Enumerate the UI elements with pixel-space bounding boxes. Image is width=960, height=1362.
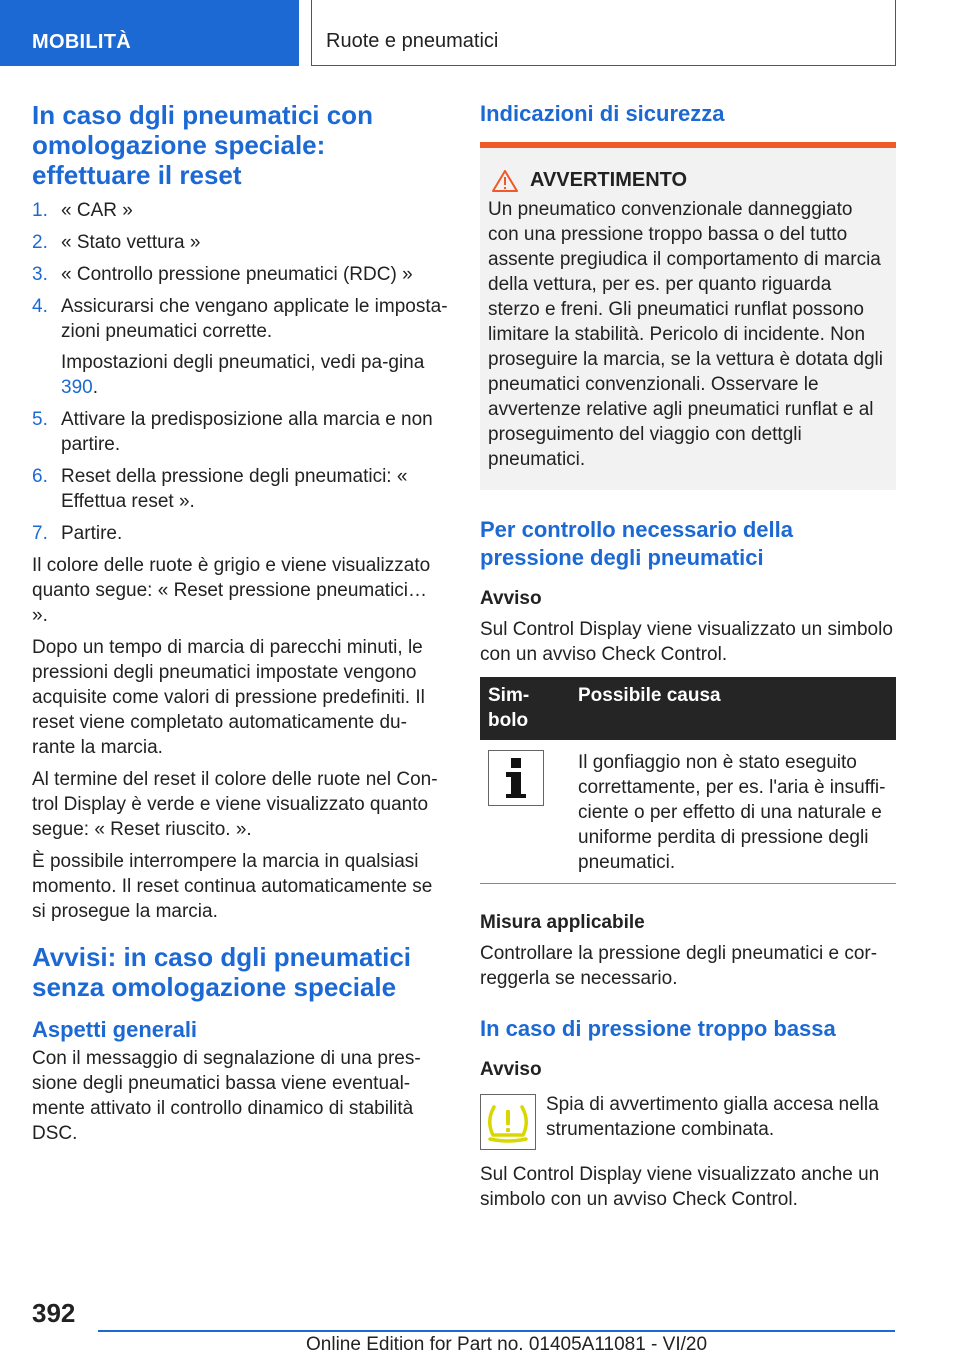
chapter-label: Ruote e pneumatici [326, 30, 499, 52]
measure-heading: Misura applicabile [480, 912, 645, 933]
tpms-text: Spia di avvertimento gialla accesa nella strumentazione combinata. [546, 1094, 879, 1140]
paragraph: Al termine del reset il colore delle ruote nel Con-trol Display è verde e viene visualizzato quanto segue: « Reset riuscito. ». [32, 769, 438, 840]
list-item: 2. « Stato vettura » [32, 232, 201, 253]
warning-text: Un pneumatico convenzionale danneggiato con una pressione troppo bassa o del tutto assente pregiudica il comportamento di marcia della vettura, per es. per quanto riguarda sterzo e freni. Gli pneumatici runflat possono limitare la stabilità. Pericolo di incidente. Non proseguire la marcia, se la vettura è dotata dgli pneumatici convenzionali. Osservare le avvertenze relative agli pneumatici runflat e al proseguimento del viaggio con dettgli pneumatici. [488, 199, 883, 470]
warning-triangle-icon [492, 170, 518, 192]
page-link-390[interactable]: 390 [61, 377, 93, 398]
paragraph: Sul Control Display viene visualizzato un simbolo con un avviso Check Control. [480, 619, 893, 665]
low-pressure-title: In caso di pressione troppo bassa [480, 1016, 836, 1041]
list-item: 4. Assicurarsi che vengano applicate le imposta-zioni pneumatici corrette. Impostazioni degli pneumatici, vedi pa-gina 390. [32, 296, 448, 398]
table-cell: Il gonfiaggio non è stato eseguito correttamente, per es. l'aria è insuffi-ciente o per effetto di una naturale e uniforme perdita di pressione degli pneumatici. [570, 740, 896, 884]
table-header: Possibile causa [570, 677, 896, 740]
paragraph: È possibile interrompere la marcia in qualsiasi momento. Il reset continua automaticamente se si prosegue la marcia. [32, 851, 433, 922]
paragraph: Con il messaggio di segnalazione di una pres-sione degli pneumatici bassa viene eventual-mente attivato il controllo dinamico di stabilità DSC. [32, 1048, 421, 1144]
reset-steps [32, 198, 448, 546]
table-header: Sim-bolo [480, 677, 570, 740]
tire-pressure-warning-icon [480, 1094, 536, 1150]
note-heading: Avviso [480, 1059, 542, 1080]
warning-label: AVVERTIMENTO [530, 169, 688, 191]
paragraph: Controllare la pressione degli pneumatici e cor-reggerla se necessario. [480, 943, 878, 989]
section-tab [0, 0, 299, 66]
note-heading: Avviso [480, 588, 542, 609]
reset-title: In caso dgli pneumatici con omologazione speciale: effettuare il reset [32, 100, 373, 190]
page-number: 392 [32, 1298, 76, 1328]
warnings-title: Avvisi: in caso dgli pneumatici senza omologazione speciale [32, 942, 412, 1002]
table-row [480, 740, 896, 884]
list-item: 3. « Controllo pressione pneumatici (RDC) » [32, 264, 413, 285]
pressure-check-title: Per controllo necessario della pressione degli pneumatici [480, 517, 794, 570]
paragraph: Dopo un tempo di marcia di parecchi minuti, le pressioni degli pneumatici impostate vengono acquisite come valori di pressione predefiniti. Il reset viene completato automaticamente du-rante la marcia. [32, 637, 425, 758]
symbol-table [480, 677, 896, 884]
left-column [32, 100, 448, 1146]
info-icon [488, 750, 544, 806]
list-item: 6. Reset della pressione degli pneumatici: « Effettua reset ». [32, 466, 408, 512]
safety-title: Indicazioni di sicurezza [480, 101, 725, 126]
list-item: 1. « CAR » [32, 200, 133, 221]
list-item: 7. Partire. [32, 523, 123, 544]
general-subtitle: Aspetti generali [32, 1017, 198, 1042]
list-item: 5. Attivare la predisposizione alla marcia e non partire. [32, 409, 433, 455]
section-label: MOBILITÀ [32, 31, 132, 53]
chapter-tab [311, 0, 896, 66]
edition-text: Online Edition for Part no. 01405A11081 - VI/20 [306, 1334, 708, 1355]
paragraph: Sul Control Display viene visualizzato anche un simbolo con un avviso Check Control. [480, 1164, 880, 1210]
right-column [480, 100, 896, 1212]
page-header [0, 0, 960, 66]
footer-divider [98, 1330, 895, 1332]
paragraph: Il colore delle ruote è grigio e viene visualizzato quanto segue: « Reset pressione pneumatici… ». [32, 555, 431, 626]
warning-box [480, 142, 896, 490]
